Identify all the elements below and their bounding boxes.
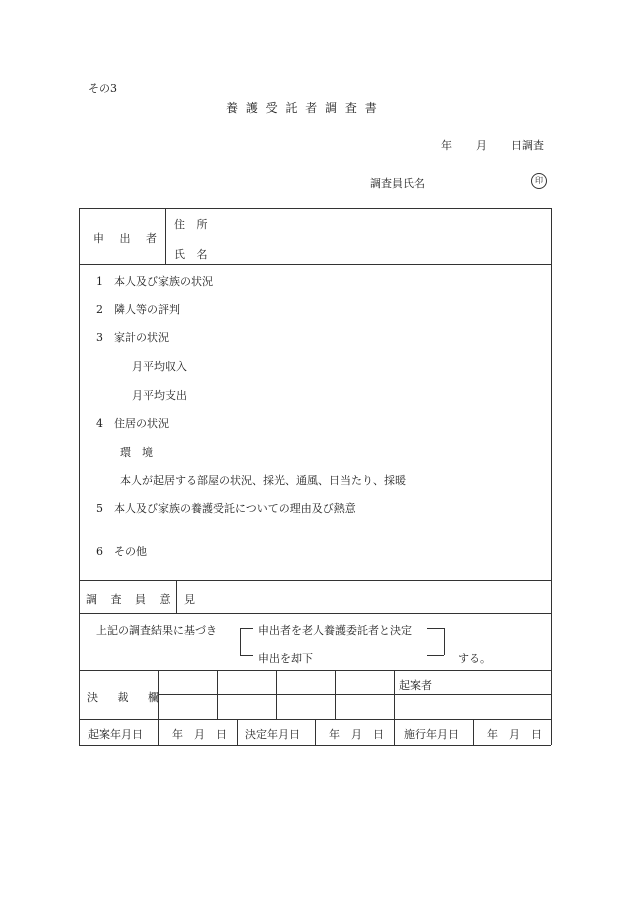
item-expense: 月平均支出	[132, 389, 187, 402]
name-label: 氏 名	[174, 248, 212, 261]
date-month: 月	[476, 139, 487, 152]
investigator-label: 調査員氏名	[370, 177, 425, 190]
item-environment: 環 境	[120, 446, 153, 459]
item-housing: 4 住居の状況	[96, 417, 169, 430]
item-room: 本人が起居する部屋の状況、採光、通風、日当たり、採暖	[120, 474, 406, 487]
draft-date-label: 起案年月日	[88, 728, 143, 741]
item-other: 6 その他	[96, 545, 147, 558]
enforce-date-value: 年 月 日	[487, 728, 542, 741]
form-number: その3	[88, 82, 117, 95]
seal-icon: 印	[531, 173, 547, 189]
applicant-label: 申 出 者	[93, 232, 163, 245]
decision-option-reject: 申出を却下	[258, 652, 313, 665]
item-income: 月平均収入	[132, 360, 187, 373]
approval-label: 決 裁 欄	[87, 691, 167, 704]
decision-date-label: 決定年月日	[245, 728, 300, 741]
opinion-label: 調 査 員 意 見	[86, 593, 200, 606]
item-reason: 5 本人及び家族の養護受託についての理由及び熱意	[96, 502, 356, 515]
page-title: 養 護 受 託 者 調 査 書	[226, 101, 379, 115]
drafter-label: 起案者	[399, 679, 432, 692]
decision-date-value: 年 月 日	[329, 728, 384, 741]
item-family: 1 本人及び家族の状況	[96, 275, 213, 288]
item-finance: 3 家計の状況	[96, 331, 169, 344]
date-day: 日調査	[511, 139, 544, 152]
decision-option-approve: 申出者を老人養護委託者と決定	[258, 624, 412, 637]
draft-date-value: 年 月 日	[172, 728, 227, 741]
decision-suffix: する。	[458, 652, 491, 665]
decision-prefix: 上記の調査結果に基づき	[96, 624, 217, 637]
date-year: 年	[441, 139, 452, 152]
enforce-date-label: 施行年月日	[404, 728, 459, 741]
address-label: 住 所	[174, 218, 212, 231]
item-neighbors: 2 隣人等の評判	[96, 303, 180, 316]
